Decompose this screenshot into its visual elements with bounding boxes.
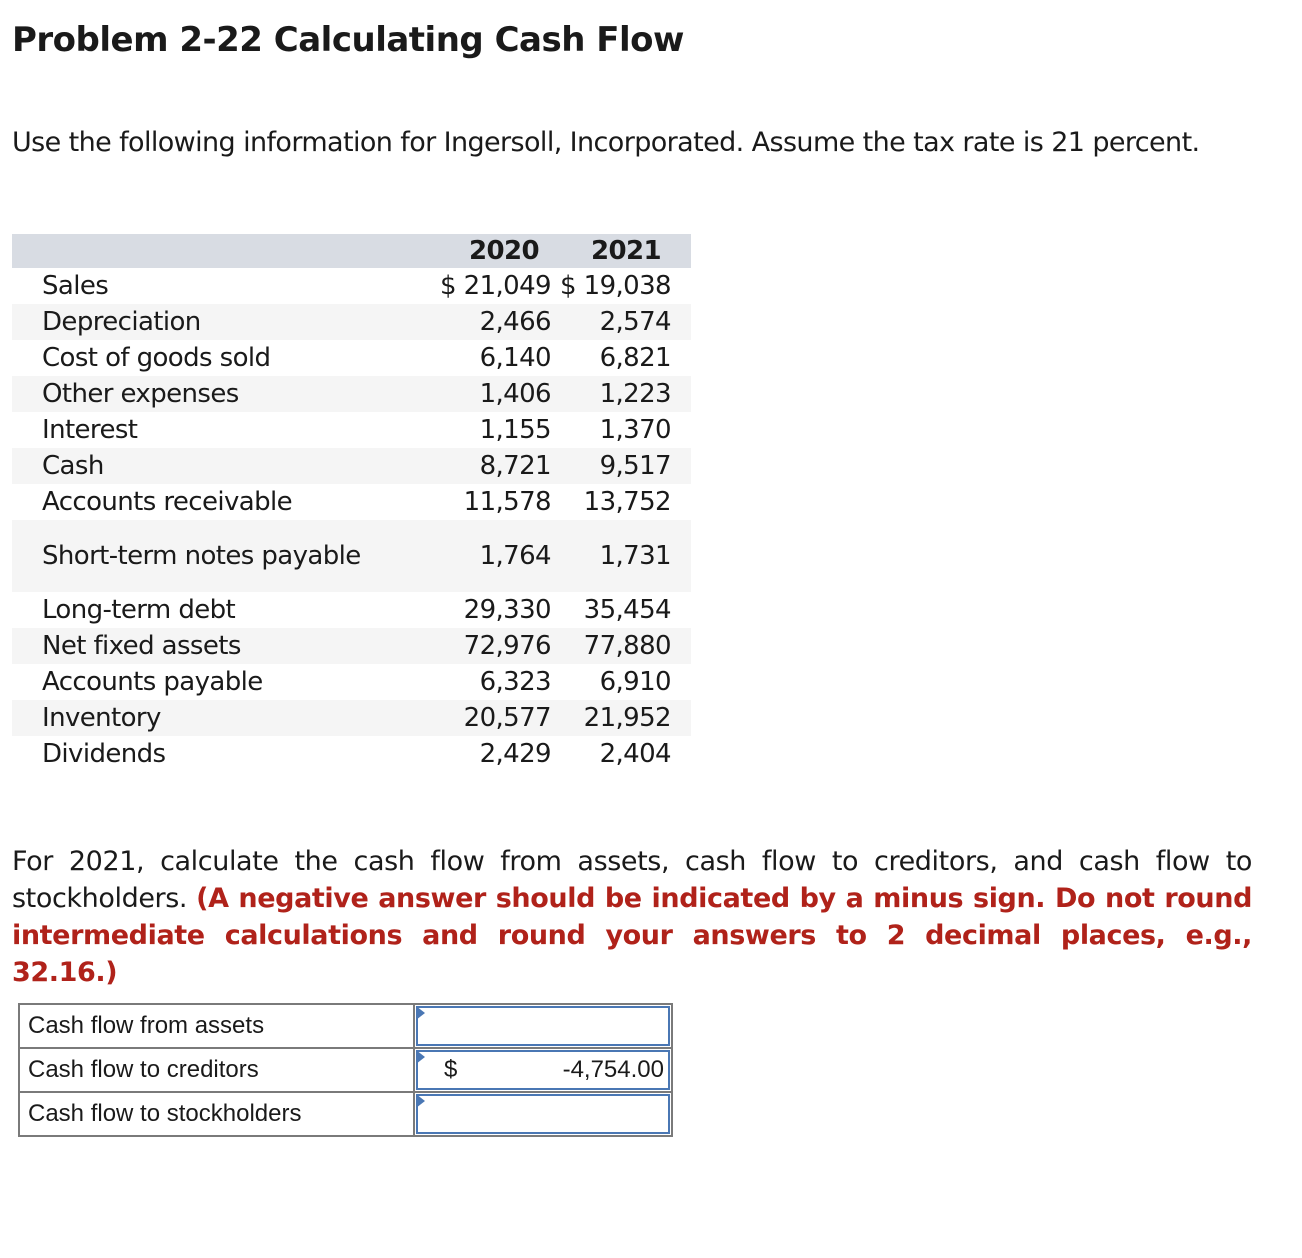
value-2021: 77,880 xyxy=(551,628,691,664)
answer-input[interactable] xyxy=(414,1004,672,1048)
value-2021: 9,517 xyxy=(551,448,691,484)
header-2021: 2021 xyxy=(551,234,691,268)
table-row xyxy=(12,484,691,520)
row-label: Net fixed assets xyxy=(12,628,382,664)
value-2020: 6,140 xyxy=(382,340,551,376)
answer-input[interactable] xyxy=(414,1092,672,1136)
value-2020: 6,323 xyxy=(382,664,551,700)
table-row xyxy=(12,448,691,484)
instruction-text: (A negative answer should be indicated by a minus sign. Do not round intermediate calculations and round your answers to 2 decimal places, e.g., 32.16.) xyxy=(12,883,1252,988)
value-2020: 72,976 xyxy=(382,628,551,664)
answer-label: Cash flow from assets xyxy=(19,1004,414,1048)
table-row xyxy=(12,376,691,412)
answer-label: Cash flow to creditors xyxy=(19,1048,414,1092)
value-2020: $ 21,049 xyxy=(382,268,551,304)
value-2021: 13,752 xyxy=(551,484,691,520)
table-row xyxy=(12,268,691,304)
answer-value[interactable]: -4,754.00 xyxy=(562,1056,664,1083)
table-row xyxy=(12,700,691,736)
row-label: Accounts payable xyxy=(12,664,382,700)
table-row xyxy=(12,628,691,664)
header-2020: 2020 xyxy=(382,234,551,268)
answer-row xyxy=(19,1048,672,1092)
table-row xyxy=(12,340,691,376)
value-2020: 2,466 xyxy=(382,304,551,340)
flag-icon xyxy=(416,1094,425,1108)
value-2020: 8,721 xyxy=(382,448,551,484)
row-label: Long-term debt xyxy=(12,592,382,628)
value-2021: 1,223 xyxy=(551,376,691,412)
value-2020: 11,578 xyxy=(382,484,551,520)
financial-data-table xyxy=(12,234,691,772)
value-2021: 35,454 xyxy=(551,592,691,628)
question-text: For 2021, calculate the cash flow from assets, cash flow to creditors, and cash flow to stockholders. (A negative answer should be indicated by a minus sign. Do not round intermediate calculations and round your answers to 2 decimal places, e.g., 32.16.) xyxy=(12,846,1252,988)
value-2020: 29,330 xyxy=(382,592,551,628)
row-label: Cost of goods sold xyxy=(12,340,382,376)
row-label: Interest xyxy=(12,412,382,448)
row-label: Accounts receivable xyxy=(12,484,382,520)
value-2021: 2,404 xyxy=(551,736,691,772)
table-header-row xyxy=(12,234,691,268)
row-label: Other expenses xyxy=(12,376,382,412)
table-row xyxy=(12,304,691,340)
table-row xyxy=(12,412,691,448)
currency-symbol: $ xyxy=(444,1056,458,1083)
flag-icon xyxy=(416,1006,425,1020)
row-label: Depreciation xyxy=(12,304,382,340)
value-2020: 1,764 xyxy=(382,520,551,592)
value-2020: 1,155 xyxy=(382,412,551,448)
row-label: Sales xyxy=(12,268,382,304)
table-row xyxy=(12,520,691,592)
value-2021: 21,952 xyxy=(551,700,691,736)
value-2021: 6,910 xyxy=(551,664,691,700)
flag-icon xyxy=(416,1050,425,1064)
row-label: Dividends xyxy=(12,736,382,772)
table-row xyxy=(12,736,691,772)
answer-label: Cash flow to stockholders xyxy=(19,1092,414,1136)
row-label: Inventory xyxy=(12,700,382,736)
value-2020: 1,406 xyxy=(382,376,551,412)
intro-text: Use the following information for Ingersoll, Incorporated. Assume the tax rate is 21 percent. xyxy=(12,127,1200,158)
value-2021: 6,821 xyxy=(551,340,691,376)
row-label: Cash xyxy=(12,448,382,484)
value-2021: 1,370 xyxy=(551,412,691,448)
answer-table xyxy=(18,1003,673,1137)
value-2021: 1,731 xyxy=(551,520,691,592)
answer-row xyxy=(19,1004,672,1048)
table-row xyxy=(12,664,691,700)
answer-input[interactable] xyxy=(414,1048,672,1092)
row-label: Short-term notes payable xyxy=(12,520,382,592)
table-row xyxy=(12,592,691,628)
page-title: Problem 2-22 Calculating Cash Flow xyxy=(12,20,684,60)
value-2021: $ 19,038 xyxy=(551,268,691,304)
value-2020: 20,577 xyxy=(382,700,551,736)
answer-row xyxy=(19,1092,672,1136)
value-2020: 2,429 xyxy=(382,736,551,772)
value-2021: 2,574 xyxy=(551,304,691,340)
